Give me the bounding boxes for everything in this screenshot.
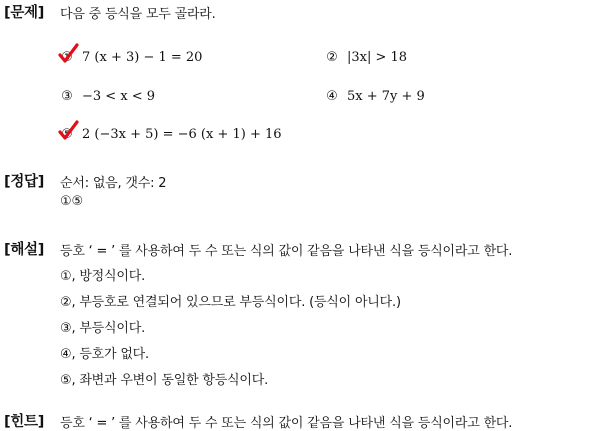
answer-choices: ①⑤ [60,194,83,209]
explanation-line: ①, 방정식이다. [60,269,146,284]
choice-expression: 7 (x + 3) − 1 = 20 [82,49,203,65]
explanation-line: ④, 등호가 없다. [60,347,149,362]
hint-label: [힌트] [4,414,45,430]
checkmark-icon [58,120,78,140]
question-prompt: 다음 중 등식을 모두 골라라. [60,7,216,22]
choice-expression: |3x| > 18 [347,49,408,65]
choice-3 [60,86,155,106]
answer-label: [정답] [4,174,45,190]
explanation-line: 등호 ‘ = ’ 를 사용하여 두 수 또는 식의 값이 같음을 나타낸 식을 등식이라고 한다. [60,244,513,259]
explanation-line: ②, 부등호로 연결되어 있으므로 부등식이다. (등식이 아니다.) [60,295,401,310]
hint-text: 등호 ‘ = ’ 를 사용하여 두 수 또는 식의 값이 같음을 나타낸 식을 등식이라고 한다. [60,416,513,431]
choice-4 [325,86,425,106]
choice-expression: 5x + 7y + 9 [347,88,425,104]
choice-2 [325,47,407,67]
explanation-label: [해설] [4,242,45,258]
choice-1 [60,47,202,67]
choice-expression: 2 (−3x + 5) = −6 (x + 1) + 16 [82,126,282,142]
choice-number: ④ [326,88,338,104]
choice-number: ⑤ [60,127,74,142]
question-label: [문제] [4,5,45,21]
checkmark-icon [58,43,78,63]
answer-summary: 순서: 없음, 갯수: 2 [60,176,167,191]
choice-number: ① [60,50,74,65]
explanation-line: ③, 부등식이다. [60,321,146,336]
choice-number: ③ [61,88,73,104]
choice-number: ② [326,49,338,65]
explanation-line: ⑤, 좌변과 우변이 동일한 항등식이다. [60,373,269,388]
choice-expression: −3 < x < 9 [82,88,156,104]
choice-5 [60,124,282,144]
